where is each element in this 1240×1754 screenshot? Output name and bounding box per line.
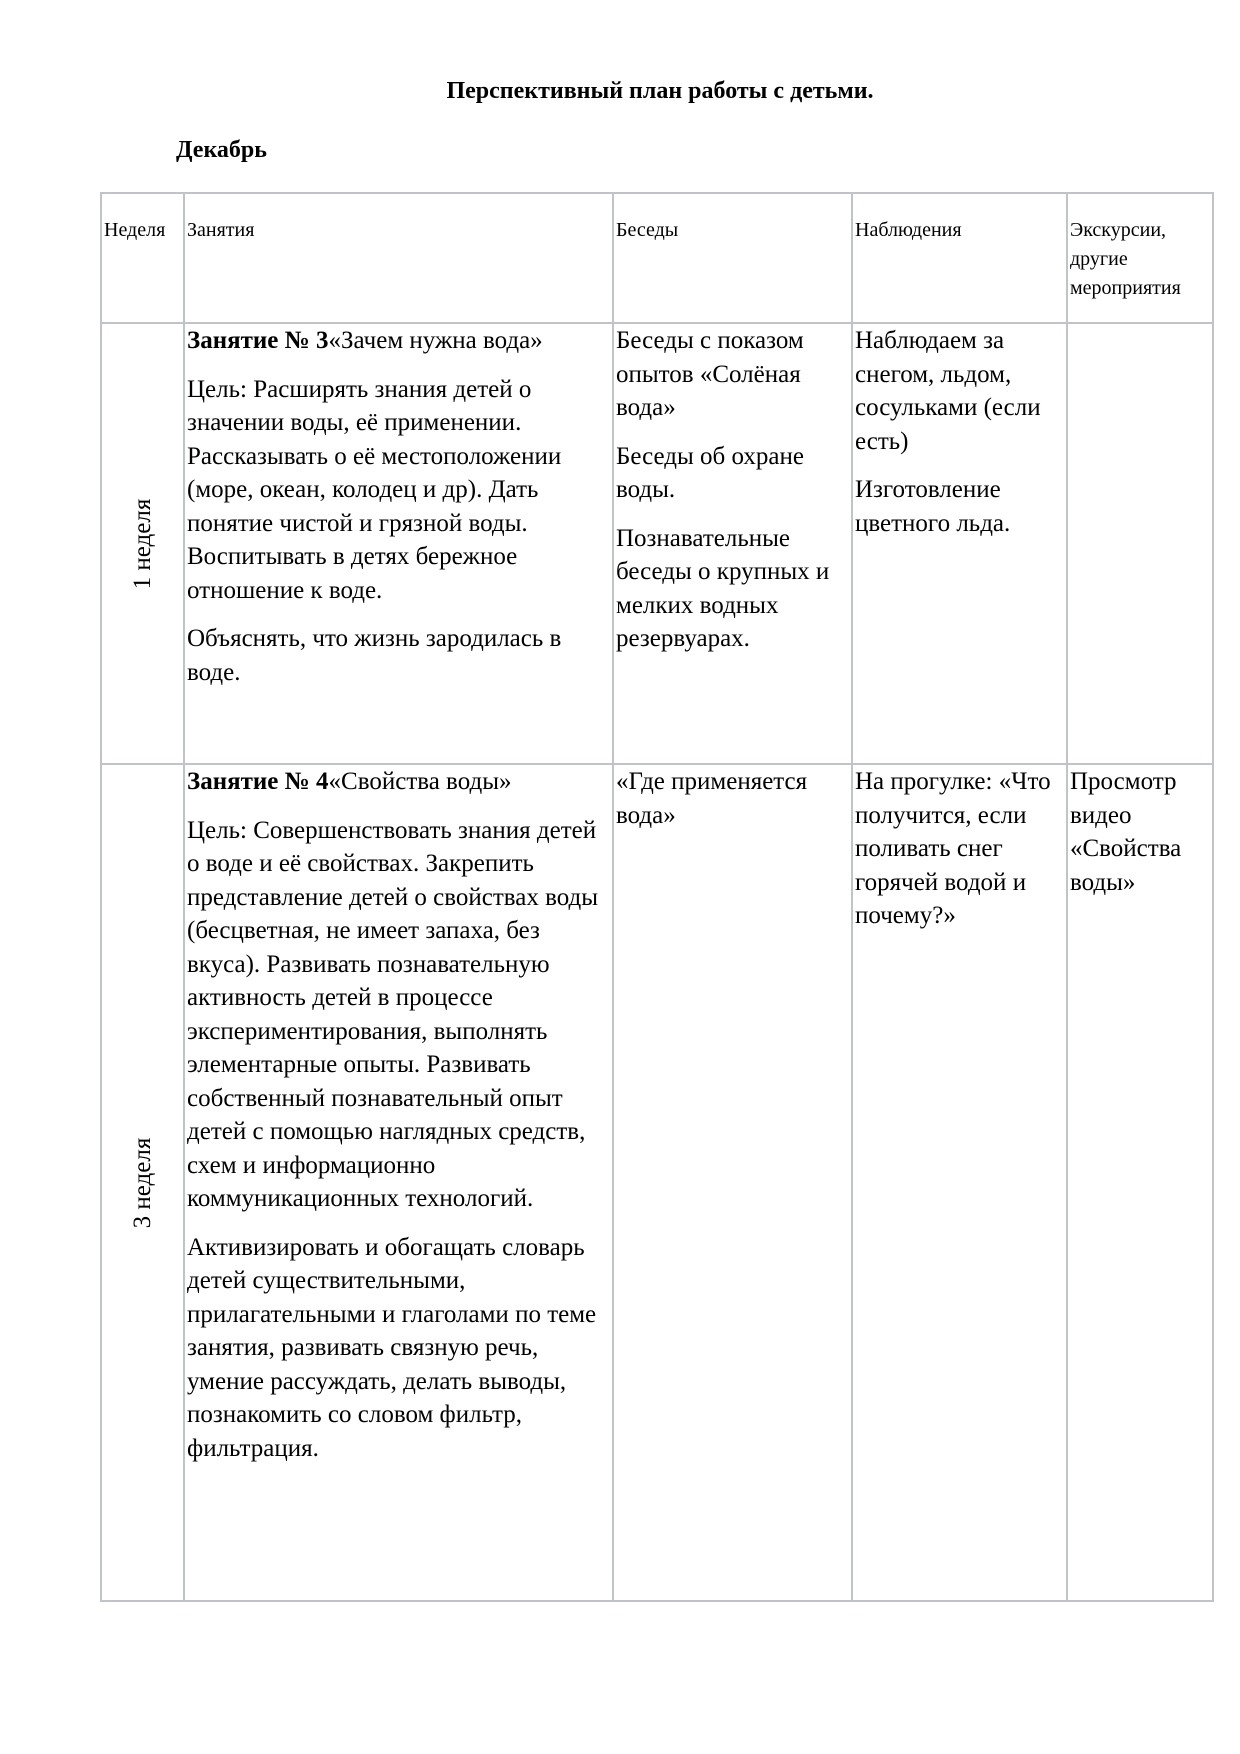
lesson-title: «Зачем нужна вода» [328,327,543,354]
lesson-title: «Свойства воды» [328,768,512,795]
lesson-paragraph: Активизировать и обогащать словарь детей существительными, прилагательными и глаголами по теме занятия, развивать связную речь, умение рассуждать, делать выводы, познакомить со словом фильтр, фильтрация. [187,1233,597,1462]
lesson-number: Занятие № 3 [187,327,329,354]
excursions-cell [1067,764,1213,1601]
conversation-item: Познавательные беседы о крупных и мелких водных резервуарах. [616,524,830,652]
conversation-item: Беседы об охране воды. [616,442,804,503]
conversation-item: «Где применяется вода» [616,768,808,829]
observations-cell [852,323,1067,764]
lesson-paragraph: Цель: Расширять знания детей о значении воды, её применении. Рассказывать о её местоположении (море, океан, колодец и др). Дать понятие чистой и грязной воды. Воспитывать в детях бережное отношение к воде. [187,375,562,604]
document-title: Перспективный план работы с детьми. [446,78,874,104]
plan-table [100,192,1214,1602]
lesson-cell [184,764,613,1601]
table-row [101,323,1213,764]
observation-item: Наблюдаем за снегом, льдом, сосульками (если есть) [855,327,1041,455]
week-cell [101,323,184,764]
excursions-cell [1067,323,1213,764]
conversations-cell [613,323,852,764]
week-label: 1 неделя [128,498,156,589]
conversations-cell [613,764,852,1601]
header-week: Неделя [101,193,184,323]
observation-item: Изготовление цветного льда. [855,476,1011,537]
header-excursions: Экскурсии, другие мероприятия [1067,193,1213,323]
lesson-paragraph: Объяснять, что жизнь зародилась в воде. [187,625,562,686]
observations-cell [852,764,1067,1601]
table-header-row [101,193,1213,323]
lesson-number: Занятие № 4 [187,768,329,795]
conversation-item: Беседы с показом опытов «Солёная вода» [616,327,804,421]
observation-item: На прогулке: «Что получится, если поливать снег горячей водой и почему?» [855,768,1051,929]
header-lessons: Занятия [184,193,613,323]
lesson-cell [184,323,613,764]
header-conversations: Беседы [613,193,852,323]
header-observations: Наблюдения [852,193,1067,323]
week-label: 3 неделя [128,1137,156,1228]
excursion-item: Просмотр видео «Свойства воды» [1070,768,1182,896]
table-row [101,764,1213,1601]
month-heading: Декабрь [176,137,267,163]
week-cell [101,764,184,1601]
lesson-paragraph: Цель: Совершенствовать знания детей о воде и её свойствах. Закрепить представление детей о свойствах воды (бесцветная, не имеет запаха, без вкуса). Развивать познавательную активность детей в процессе экспериментирования, выполнять элементарные опыты. Развивать собственный познавательный опыт детей с помощью наглядных средств, схем и информационно коммуникационных технологий. [187,816,599,1212]
